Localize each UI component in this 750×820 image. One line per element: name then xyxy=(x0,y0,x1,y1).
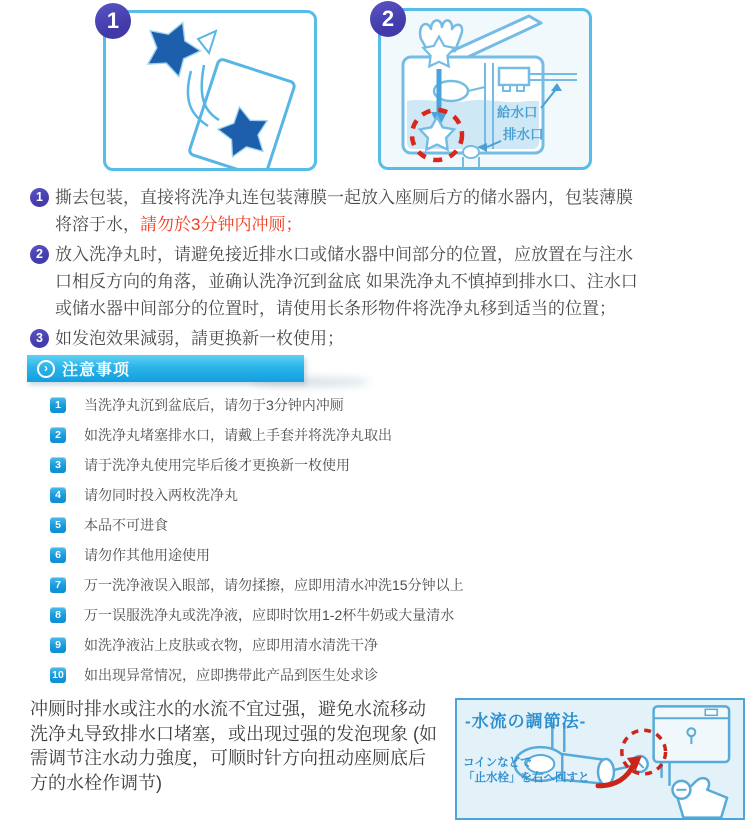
notice-badge: 10 xyxy=(50,667,66,683)
notice-item: 4 请勿同时投入两枚洗净丸 xyxy=(50,487,730,503)
notice-badge: 1 xyxy=(50,397,66,413)
instruction-3-badge: 3 xyxy=(30,329,49,348)
notice-item: 10 如出现异常情况，应即携带此产品到医生处求诊 xyxy=(50,667,730,683)
tablet-star xyxy=(138,13,208,81)
notice-title: 注意事项 xyxy=(62,362,131,379)
drain-port-label: 排水口 xyxy=(503,127,544,142)
notice-list xyxy=(50,397,730,697)
notice-badge: 7 xyxy=(50,577,66,593)
usage-diagram-2 xyxy=(378,8,592,170)
notice-item: 9 如洗净液沾上皮肤或衣物，应即用清水清洗干净 xyxy=(50,637,730,653)
notice-item: 7 万一洗净液误入眼部，请勿揉擦，应即用清水冲洗15分钟以上 xyxy=(50,577,730,593)
instruction-item-2 xyxy=(30,241,735,322)
instruction-1-text: 撕去包装，直接将洗净丸连包装薄膜一起放入座厕后方的储水器内，包装薄膜 将溶于水，請勿於3分钟内冲厕； xyxy=(55,188,633,234)
instruction-1-badge: 1 xyxy=(30,188,49,207)
fill-valve xyxy=(499,68,529,85)
notice-item: 5 本品不可进食 xyxy=(50,517,730,533)
instruction-item-1 xyxy=(30,184,735,238)
notice-badge: 8 xyxy=(50,607,66,623)
figure-caption: コインなどで 「止水栓」を右へ回すと xyxy=(463,757,590,784)
notice-item: 1 当洗净丸沉到盆底后，请勿于3分钟内冲厕 xyxy=(50,397,730,413)
instruction-2-badge: 2 xyxy=(30,245,49,264)
notice-badge: 6 xyxy=(50,547,66,563)
hand-with-coin xyxy=(672,778,727,817)
notice-section-header xyxy=(27,355,304,382)
footer-paragraph: 冲厕时排水或注水的水流不宜过强，避免水流移动 洗净丸导致排水口堵塞，或出现过强的发泡现象 (如 需调节注水动力強度，可顺时针方向扭动座厕底后 方的水栓作调节) xyxy=(30,699,437,793)
drain-valve xyxy=(463,146,479,158)
notice-item: 3 请于洗净丸使用完毕后後才更换新一枚使用 xyxy=(50,457,730,473)
instruction-2-text: 放入洗净丸时，请避免接近排水口或储水器中间部分的位置，应放置在与注水 口相反方向的角落，並确认洗净沉到盆底 如果洗净丸不慎掉到排水口、注水口 或储水器中间部分的位置时，请使用长条形物件将洗净丸移到适当的位置； xyxy=(55,245,638,318)
usage-diagram-1 xyxy=(103,10,317,171)
notice-badge: 9 xyxy=(50,637,66,653)
notice-badge: 4 xyxy=(50,487,66,503)
torn-corner xyxy=(198,31,216,53)
supply-port-label: 給水口 xyxy=(497,105,538,120)
toilet-tank-illustration xyxy=(381,11,589,167)
step-1-badge: 1 xyxy=(95,3,131,39)
instruction-item-3 xyxy=(30,325,735,352)
water-adjustment-figure xyxy=(455,698,745,820)
notice-badge: 5 xyxy=(50,517,66,533)
notice-badge: 2 xyxy=(50,427,66,443)
warning-red-text: 請勿於3分钟内冲厕； xyxy=(140,215,303,234)
notice-badge: 3 xyxy=(50,457,66,473)
pouring-tablet-illustration xyxy=(106,13,314,168)
figure-title: -水流の調節法- xyxy=(465,712,587,731)
notice-item: 8 万一误服洗净丸或洗净液，应即时饮用1-2杯牛奶或大量清水 xyxy=(50,607,730,623)
instruction-3-text: 如发泡效果減弱，請更换新一枚使用； xyxy=(55,329,344,348)
instruction-list xyxy=(30,184,735,355)
step-2-badge: 2 xyxy=(370,1,406,37)
circle-arrow-right-icon: › xyxy=(37,360,55,378)
notice-item: 2 如洗净丸堵塞排水口，请戴上手套并将洗净丸取出 xyxy=(50,427,730,443)
notice-item: 6 请勿作其他用途使用 xyxy=(50,547,730,563)
